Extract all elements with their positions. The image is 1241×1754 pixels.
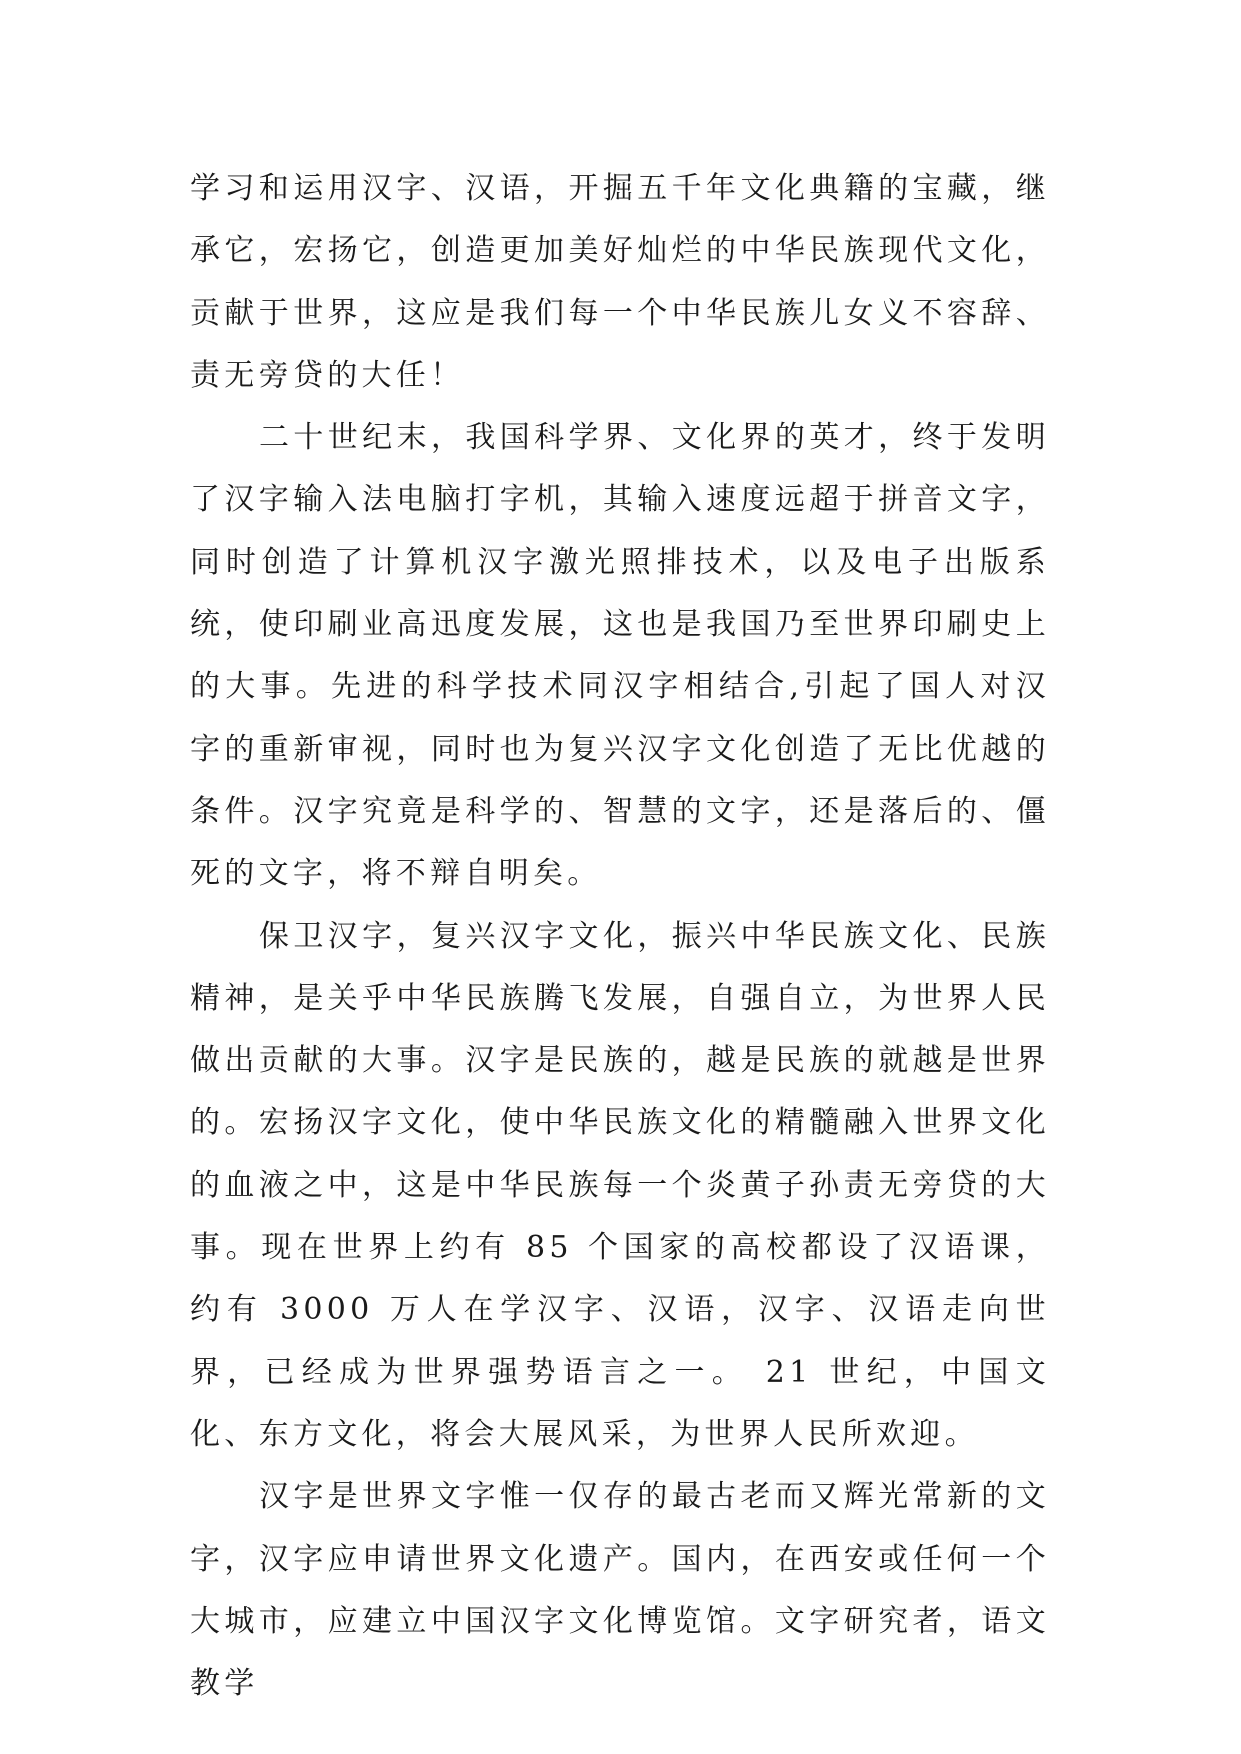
paragraph-protect-chinese-characters: 保卫汉字，复兴汉字文化，振兴中华民族文化、民族精神，是关乎中华民族腾飞发展，自强自立，为世界人民做出贡献的大事。汉字是民族的，越是民族的就越是世界的。宏扬汉字文化，使中华民族文化的精髓融入世界文化的血液之中，这是中华民族每一个炎黄子孙责无旁贷的大事。现在世界上约有 85 个国家的高校都设了汉语课，约有 3000 万人在学汉字、汉语，汉字、汉语走向世界，已经成为世界强势语言之一。 21 世纪，中国文化、东方文化，将会大展风采，为世界人民所欢迎。 [190,918,1050,1452]
paragraph-world-heritage: 汉字是世界文字惟一仅存的最古老而又辉光常新的文字，汉字应申请世界文化遗产。国内，在西安或任何一个大城市，应建立中国汉字文化博览馆。文字研究者，语文教学 [190,1479,1050,1702]
paragraph-continuation: 学习和运用汉字、汉语，开掘五千年文化典籍的宝藏，继承它，宏扬它，创造更加美好灿烂的中华民族现代文化，贡献于世界，这应是我们每一个中华民族儿女义不容辞、责无旁贷的大任！ [190,171,1050,393]
body-text [190,158,1050,1715]
paragraph-computer-typesetting: 二十世纪末，我国科学界、文化界的英才，终于发明了汉字输入法电脑打字机，其输入速度远超于拼音文字，同时创造了计算机汉字激光照排技术，以及电子出版系统，使印刷业高迅度发展，这也是我国乃至世界印刷史上的大事。先进的科学技术同汉字相结合,引起了国人对汉字的重新审视，同时也为复兴汉字文化创造了无比优越的条件。汉字究竟是科学的、智慧的文字，还是落后的、僵死的文字，将不辩自明矣。 [190,420,1050,892]
